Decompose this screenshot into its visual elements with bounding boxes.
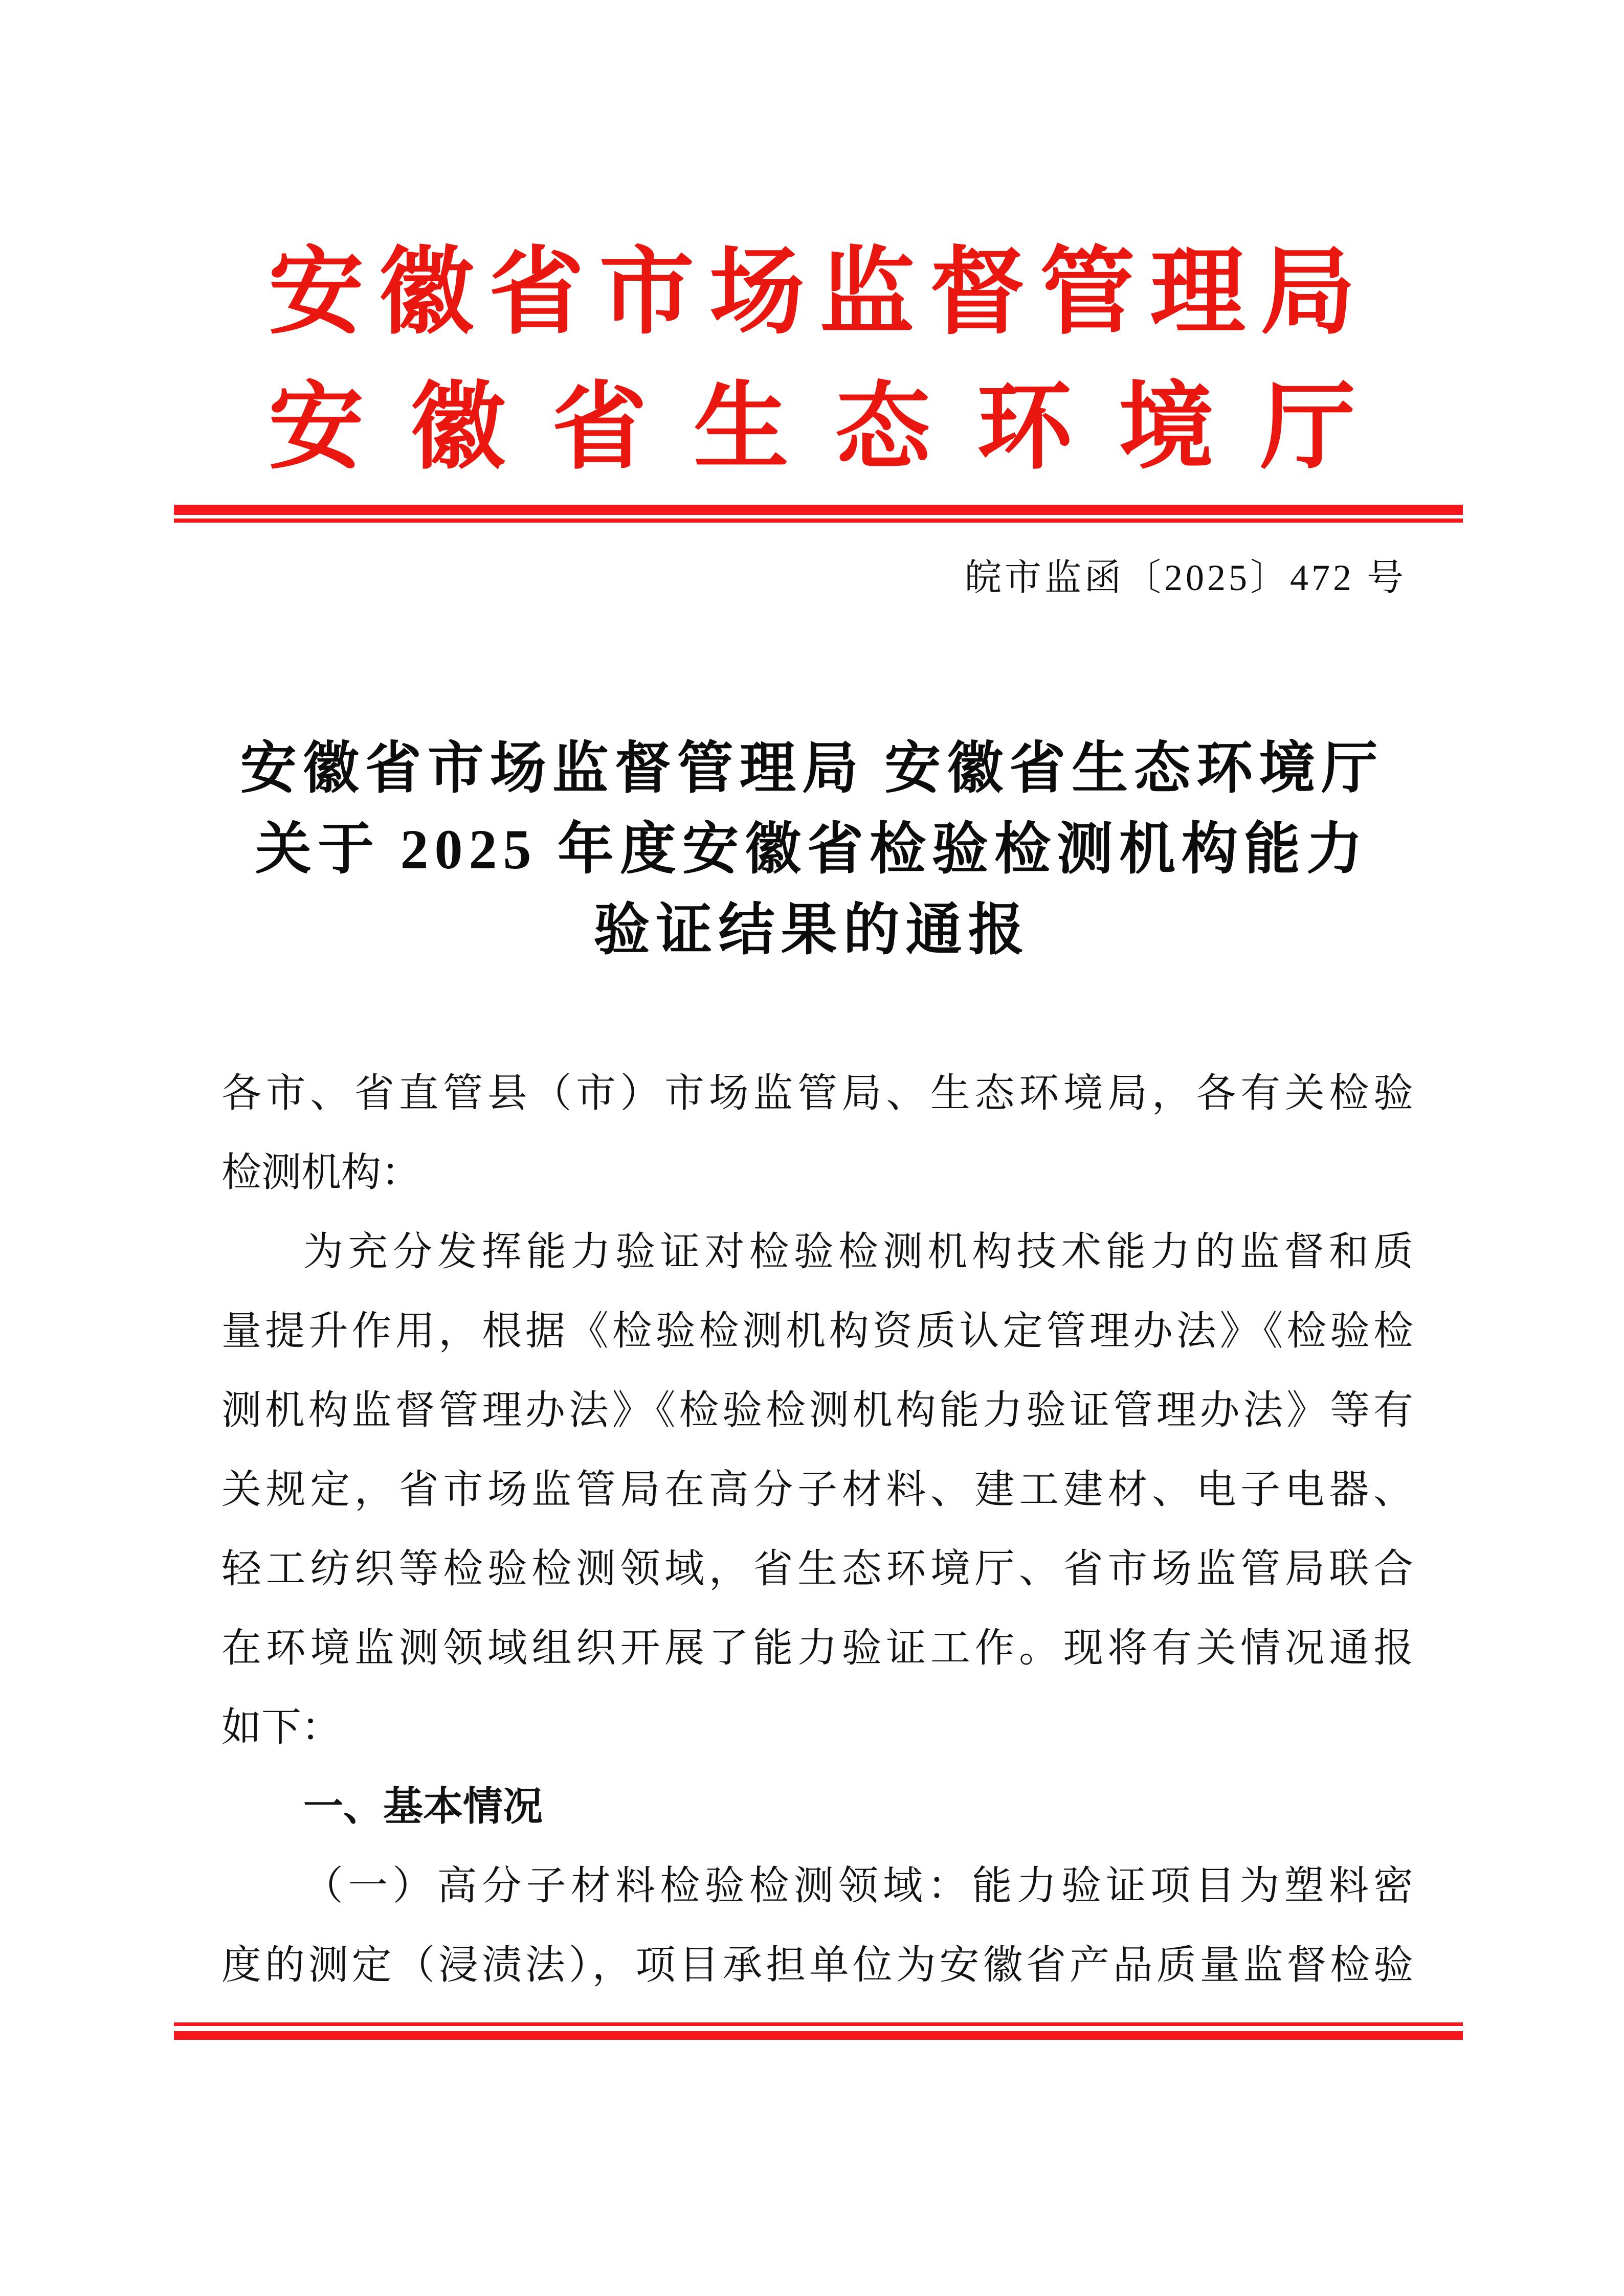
paragraph-line-8: （一）高分子材料检验检测领域：能力验证项目为塑料密 <box>303 1863 1413 1908</box>
document-title-line-3: 验证结果的通报 <box>593 899 1031 961</box>
paragraph-line-9: 度的测定（浸渍法），项目承担单位为安徽省产品质量监督检验 <box>221 1943 1413 1987</box>
letterhead <box>269 226 1355 496</box>
paragraph-line-4: 关规定，省市场监管局在高分子材料、建工建材、电子电器、 <box>221 1467 1413 1512</box>
footer-separator-thick <box>174 2031 1463 2040</box>
letterhead-separator-thin <box>174 519 1463 523</box>
document-reference-number: 皖市监函〔2025〕472 号 <box>964 557 1407 598</box>
paragraph-line-1: 为充分发挥能力验证对检验检测机构技术能力的监督和质 <box>303 1229 1413 1274</box>
document-body <box>221 1053 1413 2005</box>
addressee-line-2: 检测机构： <box>221 1150 421 1195</box>
paragraph-line-5: 轻工纺织等检验检测领域，省生态环境厅、省市场监管局联合 <box>221 1546 1413 1591</box>
section-heading: 一、基本情况 <box>303 1784 543 1829</box>
issuer-name-line-2: 安徽省生态环境厅 <box>269 375 1355 481</box>
document-title <box>0 728 1624 971</box>
footer-separator-thin <box>174 2022 1463 2026</box>
paragraph-line-6: 在环境监测领域组织开展了能力验证工作。现将有关情况通报 <box>221 1626 1413 1670</box>
issuer-name-line-1: 安徽省市场监督管理局 <box>269 240 1355 346</box>
paragraph-line-2: 量提升作用，根据《检验检测机构资质认定管理办法》《检验检 <box>221 1309 1413 1353</box>
paragraph-line-7: 如下： <box>221 1705 342 1749</box>
addressee-line-1: 各市、省直管县（市）市场监管局、生态环境局，各有关检验 <box>221 1071 1413 1115</box>
document-title-line-2: 关于 2025 年度安徽省检验检测机构能力 <box>255 818 1369 881</box>
paragraph-line-3: 测机构监督管理办法》《检验检测机构能力验证管理办法》等有 <box>221 1388 1413 1432</box>
letterhead-separator-thick <box>174 505 1463 515</box>
document-title-line-1: 安徽省市场监督管理局 安徽省生态环境厅 <box>240 737 1384 800</box>
